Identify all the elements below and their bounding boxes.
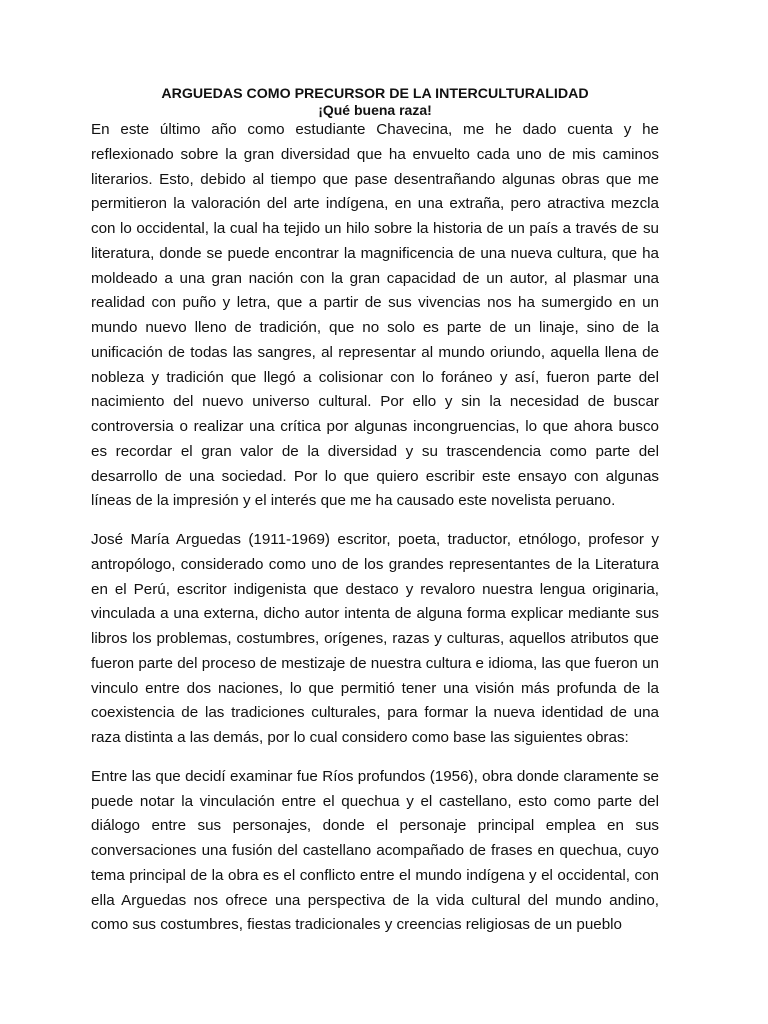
document-header xyxy=(91,86,659,118)
document-subtitle: ¡Qué buena raza! xyxy=(318,102,432,118)
paragraph-intro: En este último año como estudiante Chavecina, me he dado cuenta y he reflexionado sobre la gran diversidad que ha envuelto cada uno de mis caminos literarios. Esto, debido al tiempo que pase desentrañando algunas obras que me permitieron la valoración del arte indígena, en una extraña, pero atractiva mezcla con lo occidental, la cual ha tejido un hilo sobre la historia de un país a través de su literatura, donde se puede encontrar la magnificencia de una nueva cultura, que ha moldeado a una gran nación con la gran capacidad de un autor, al plasmar una realidad con puño y letra, que a partir de sus vivencias nos ha sumergido en un mundo nuevo lleno de tradición, que no solo es parte de un linaje, sino de la unificación de todas las sangres, al representar al mundo oriundo, aquella llena de nobleza y tradición que llegó a colisionar con lo foráneo y así, fueron parte del nacimiento del nuevo universo cultural. Por ello y sin la necesidad de buscar controversia o realizar una crítica por algunas incongruencias, lo que ahora busco es recordar el gran valor de la diversidad y su trascendencia como parte del desarrollo de una sociedad. Por lo que quiero escribir este ensayo con algunas líneas de la impresión y el interés que me ha causado este novelista peruano. xyxy=(91,121,659,510)
document-title: ARGUEDAS COMO PRECURSOR DE LA INTERCULTURALIDAD xyxy=(161,86,589,102)
paragraph-arguedas-bio: José María Arguedas (1911-1969) escritor, poeta, traductor, etnólogo, profesor y antropólogo, considerado como uno de los grandes representantes de la Literatura en el Perú, escritor indigenista que destaco y revaloro nuestra lengua originaria, vinculada a una externa, dicho autor intenta de alguna forma explicar mediante sus libros los problemas, costumbres, orígenes, razas y culturas, aquellos atributos que fueron parte del proceso de mestizaje de nuestra cultura e idioma, las que fueron un vinculo entre dos naciones, lo que permitió tener una visión más profunda de la coexistencia de las tradiciones culturales, para formar la nueva identidad de una raza distinta a las demás, por lo cual considero como base las siguientes obras: xyxy=(91,531,659,746)
document-body xyxy=(91,118,659,938)
paragraph-rios-profundos: Entre las que decidí examinar fue Ríos profundos (1956), obra donde claramente se puede notar la vinculación entre el quechua y el castellano, esto como parte del diálogo entre sus personajes, donde el personaje principal emplea en sus conversaciones una fusión del castellano acompañado de frases en quechua, cuyo tema principal de la obra es el conflicto entre el mundo indígena y el occidental, con ella Arguedas nos ofrece una perspectiva de la vida cultural del mundo andino, como sus costumbres, fiestas tradicionales y creencias religiosas de un pueblo xyxy=(91,767,659,934)
